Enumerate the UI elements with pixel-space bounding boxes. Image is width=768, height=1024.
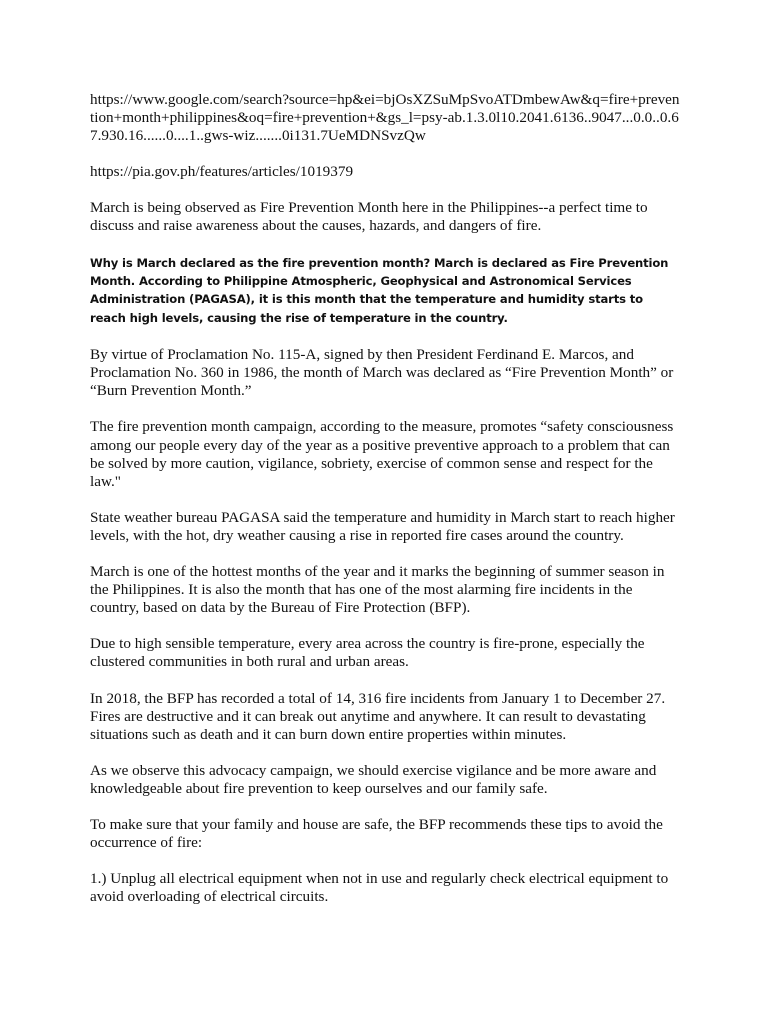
- source-url-pia: https://pia.gov.ph/features/articles/1019379: [90, 163, 354, 181]
- body-paragraph: In 2018, the BFP has recorded a total of 14, 316 fire incidents from January 1 to December 27. Fires are destructive and it can break out anytime and anywhere. It can result to devastating situations such as death and it can burn down entire properties within minutes.: [90, 689, 666, 743]
- highlight-paragraph: Why is March declared as the fire prevention month? March is declared as Fire Prevention Month. According to Philippine Atmospheric, Geophysical and Astronomical Services Administration (PAGASA), it is this month that the temperature and humidity starts to reach high levels, causing the rise of temperature in the country.: [90, 255, 669, 325]
- body-paragraph: By virtue of Proclamation No. 115-A, signed by then President Ferdinand E. Marcos, and Proclamation No. 360 in 1986, the month of March was declared as “Fire Prevention Month” or “Burn Prevention Month.”: [90, 346, 674, 400]
- source-url-google: https://www.google.com/search?source=hp&ei=bjOsXZSuMpSvoATDmbewAw&q=fire+prevention+month+philippines&oq=fire+prevention+&gs_l=psy-ab.1.3.0l10.2041.6136..9047...0.0..0.67.930.16......0....1..gws-wiz.......0i131.7UeMDNSvzQw: [90, 91, 680, 145]
- tip-item: 1.) Unplug all electrical equipment when not in use and regularly check electrical equipment to avoid overloading of electrical circuits.: [90, 870, 669, 906]
- body-paragraph: March is one of the hottest months of the year and it marks the beginning of summer season in the Philippines. It is also the month that has one of the most alarming fire incidents in the country, based on data by the Bureau of Fire Protection (BFP).: [90, 563, 665, 617]
- body-paragraph: Due to high sensible temperature, every area across the country is fire-prone, especially the clustered communities in both rural and urban areas.: [90, 635, 645, 671]
- body-paragraph: State weather bureau PAGASA said the temperature and humidity in March start to reach higher levels, with the hot, dry weather causing a rise in reported fire cases around the country.: [90, 508, 675, 544]
- body-paragraph: As we observe this advocacy campaign, we should exercise vigilance and be more aware and knowledgeable about fire prevention to keep ourselves and our family safe.: [90, 761, 657, 797]
- body-paragraph: To make sure that your family and house are safe, the BFP recommends these tips to avoid the occurrence of fire:: [90, 815, 663, 852]
- document-page: [90, 91, 680, 924]
- intro-paragraph: March is being observed as Fire Prevention Month here in the Philippines--a perfect time to discuss and raise awareness about the causes, hazards, and dangers of fire.: [90, 199, 648, 235]
- body-paragraph: The fire prevention month campaign, according to the measure, promotes “safety consciousness among our people every day of the year as a positive preventive approach to a problem that can be solved by more caution, vigilance, sobriety, exercise of common sense and respect for the law.": [90, 418, 674, 490]
